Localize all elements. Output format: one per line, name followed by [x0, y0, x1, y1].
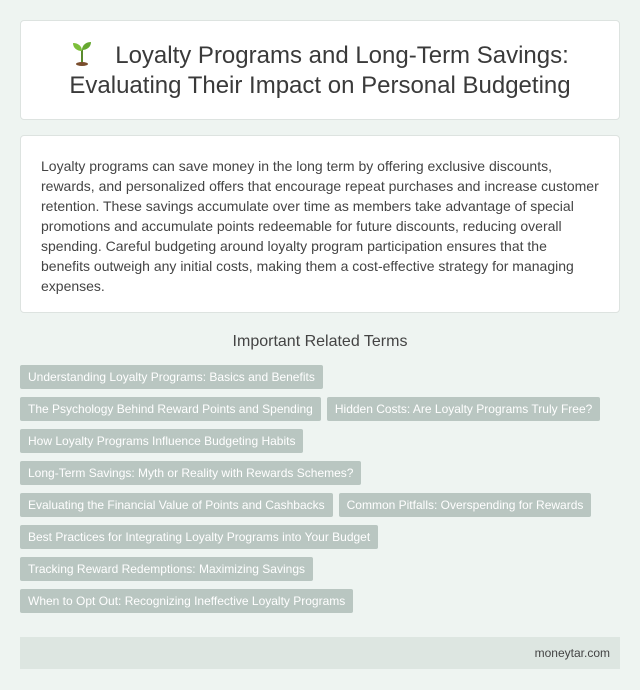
- related-terms-heading: Important Related Terms: [232, 333, 408, 350]
- related-term-tag[interactable]: Evaluating the Financial Value of Points and Cashbacks: [20, 493, 333, 517]
- page-title-text: Loyalty Programs and Long-Term Savings: Evaluating Their Impact on Personal Budgeting: [69, 41, 571, 99]
- related-term-tag[interactable]: Hidden Costs: Are Loyalty Programs Truly Free?: [327, 397, 600, 421]
- summary-card: [20, 135, 620, 313]
- page-title: [21, 40, 619, 101]
- related-term-tag[interactable]: Tracking Reward Redemptions: Maximizing Savings: [20, 557, 313, 581]
- title-card: [20, 20, 620, 120]
- related-terms-list: [20, 365, 620, 613]
- related-term-tag[interactable]: Common Pitfalls: Overspending for Rewards: [339, 493, 592, 517]
- related-term-tag[interactable]: Long-Term Savings: Myth or Reality with Rewards Schemes?: [20, 461, 361, 485]
- summary-text: Loyalty programs can save money in the long term by offering exclusive discounts, rewards, and personalized offers that encourage repeat purchases and increase customer retention. These savings accumulate over time as members take advantage of special promotions and accumulate points redeemable for future discounts, reducing overall spending. Careful budgeting around loyalty program participation ensures that the benefits outweigh any initial costs, making them a cost-effective strategy for managing expenses.: [41, 158, 599, 294]
- sprout-icon: [71, 40, 93, 66]
- related-term-tag[interactable]: The Psychology Behind Reward Points and Spending: [20, 397, 321, 421]
- footer-site[interactable]: moneytar.com: [534, 646, 610, 660]
- related-term-tag[interactable]: Best Practices for Integrating Loyalty Programs into Your Budget: [20, 525, 378, 549]
- related-term-tag[interactable]: When to Opt Out: Recognizing Ineffective Loyalty Programs: [20, 589, 353, 613]
- related-term-tag[interactable]: How Loyalty Programs Influence Budgeting Habits: [20, 429, 303, 453]
- footer: [20, 637, 620, 669]
- related-term-tag[interactable]: Understanding Loyalty Programs: Basics and Benefits: [20, 365, 323, 389]
